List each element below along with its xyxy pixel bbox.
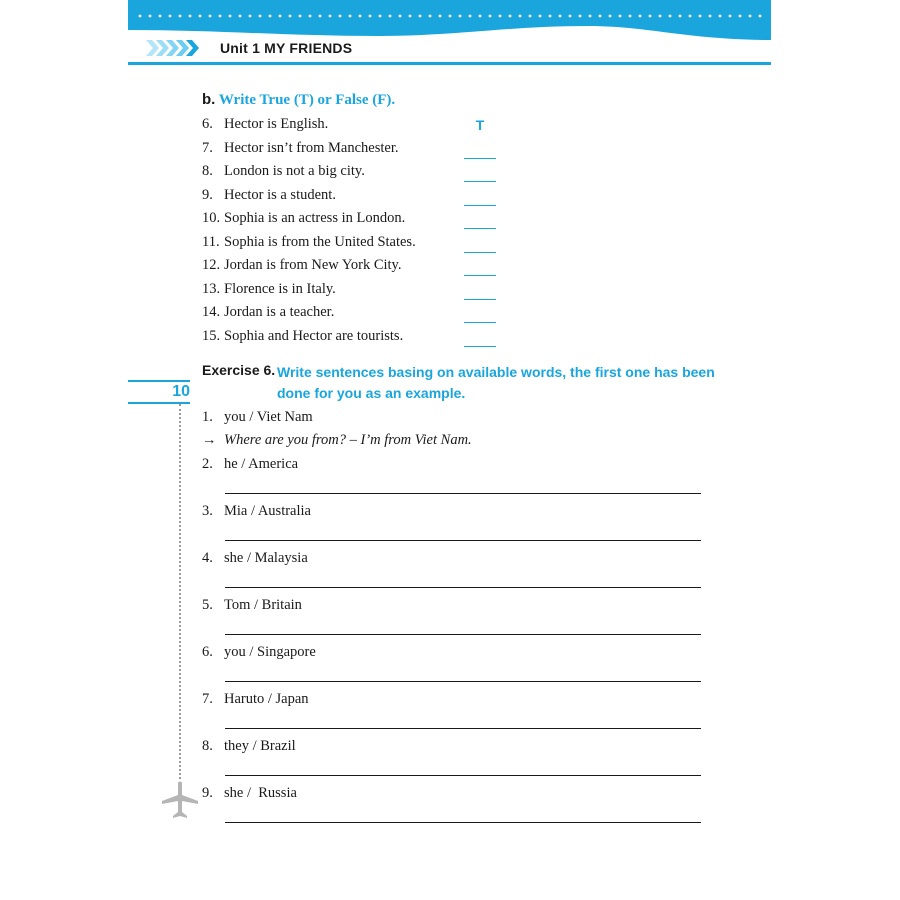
exercise-instruction: Write sentences basing on available words, the first one has been done for you as an example. bbox=[277, 364, 715, 401]
item-prompt: Haruto / Japan bbox=[224, 691, 309, 707]
item-statement: Sophia is from the United States. bbox=[224, 234, 416, 250]
item-number: 4. bbox=[202, 550, 213, 566]
answer-line[interactable] bbox=[225, 822, 701, 823]
list-item bbox=[202, 187, 522, 209]
example-answer bbox=[202, 432, 472, 449]
page-number: 10 bbox=[172, 383, 190, 400]
answer-blank[interactable] bbox=[464, 346, 496, 347]
list-item bbox=[202, 140, 522, 162]
item-statement: Jordan is a teacher. bbox=[224, 304, 335, 320]
item-prompt: you / Viet Nam bbox=[224, 409, 313, 425]
item-prompt: she / Russia bbox=[224, 785, 297, 801]
answer-line[interactable] bbox=[225, 728, 701, 729]
item-statement: Hector isn’t from Manchester. bbox=[224, 140, 399, 156]
list-item bbox=[202, 644, 316, 661]
item-number: 9. bbox=[202, 785, 213, 801]
list-item bbox=[202, 503, 311, 520]
item-prompt: he / America bbox=[224, 456, 299, 472]
answer-blank[interactable] bbox=[464, 158, 496, 159]
item-number: 11. bbox=[202, 234, 220, 250]
item-prompt: Tom / Britain bbox=[224, 597, 302, 613]
answer-blank[interactable] bbox=[464, 228, 496, 229]
list-item bbox=[202, 328, 522, 350]
item-number: 7. bbox=[202, 140, 213, 156]
item-statement: London is not a big city. bbox=[224, 163, 365, 179]
list-item bbox=[202, 281, 522, 303]
item-statement: Florence is in Italy. bbox=[224, 281, 336, 297]
item-number: 13. bbox=[202, 281, 221, 297]
list-item bbox=[202, 210, 522, 232]
example-answer-text: Where are you from? – I’m from Viet Nam. bbox=[224, 432, 472, 448]
list-item bbox=[202, 456, 298, 473]
item-statement: Sophia is an actress in London. bbox=[224, 210, 406, 226]
item-number: 7. bbox=[202, 691, 213, 707]
answer-blank[interactable] bbox=[464, 299, 496, 300]
list-item bbox=[202, 550, 308, 567]
item-number: 8. bbox=[202, 738, 213, 754]
header-banner bbox=[128, 0, 771, 40]
item-number: 15. bbox=[202, 328, 221, 344]
list-item bbox=[202, 691, 309, 708]
exercise-label: Exercise 6. bbox=[202, 362, 276, 378]
part-b-letter: b. bbox=[202, 91, 216, 108]
list-item bbox=[202, 163, 522, 185]
answer-line[interactable] bbox=[225, 775, 701, 776]
item-number: 6. bbox=[202, 644, 213, 660]
item-statement: Jordan is from New York City. bbox=[224, 257, 402, 273]
item-prompt: they / Brazil bbox=[224, 738, 296, 754]
answer-blank[interactable] bbox=[464, 322, 496, 323]
item-number: 6. bbox=[202, 116, 213, 132]
item-statement: Hector is English. bbox=[224, 116, 329, 132]
list-item bbox=[202, 304, 522, 326]
dotted-guide-line bbox=[179, 404, 181, 779]
answer-blank[interactable] bbox=[464, 205, 496, 206]
answer-field[interactable]: T bbox=[475, 117, 485, 133]
part-b-heading bbox=[202, 91, 395, 109]
list-item bbox=[202, 234, 522, 256]
item-number: 3. bbox=[202, 503, 213, 519]
unit-title: Unit 1 MY FRIENDS bbox=[220, 40, 353, 56]
chevron-arrows-icon bbox=[146, 40, 206, 56]
item-number: 10. bbox=[202, 210, 221, 226]
item-number: 5. bbox=[202, 597, 213, 613]
list-item bbox=[202, 597, 302, 614]
item-number: 2. bbox=[202, 456, 213, 472]
list-item bbox=[202, 738, 296, 755]
item-prompt: she / Malaysia bbox=[224, 550, 308, 566]
list-item bbox=[202, 116, 522, 138]
answer-blank[interactable] bbox=[464, 181, 496, 182]
list-item bbox=[202, 257, 522, 279]
page-number-rule-top bbox=[128, 380, 190, 382]
answer-line[interactable] bbox=[225, 634, 701, 635]
answer-blank[interactable] bbox=[464, 275, 496, 276]
answer-line[interactable] bbox=[225, 493, 701, 494]
item-number: 12. bbox=[202, 257, 221, 273]
answer-blank[interactable] bbox=[464, 252, 496, 253]
item-number: 9. bbox=[202, 187, 213, 203]
item-statement: Sophia and Hector are tourists. bbox=[224, 328, 404, 344]
header-divider bbox=[128, 62, 771, 65]
arrow-right-icon: → bbox=[202, 432, 217, 448]
part-b-instruction: Write True (T) or False (F). bbox=[218, 92, 396, 108]
airplane-icon bbox=[160, 781, 200, 821]
item-number: 8. bbox=[202, 163, 213, 179]
answer-line[interactable] bbox=[225, 681, 701, 682]
list-item bbox=[202, 785, 297, 802]
item-prompt: Mia / Australia bbox=[224, 503, 311, 519]
item-prompt: you / Singapore bbox=[224, 644, 316, 660]
item-number: 14. bbox=[202, 304, 221, 320]
list-item bbox=[202, 409, 313, 426]
item-statement: Hector is a student. bbox=[224, 187, 336, 203]
item-number: 1. bbox=[202, 409, 213, 425]
answer-line[interactable] bbox=[225, 587, 701, 588]
answer-line[interactable] bbox=[225, 540, 701, 541]
